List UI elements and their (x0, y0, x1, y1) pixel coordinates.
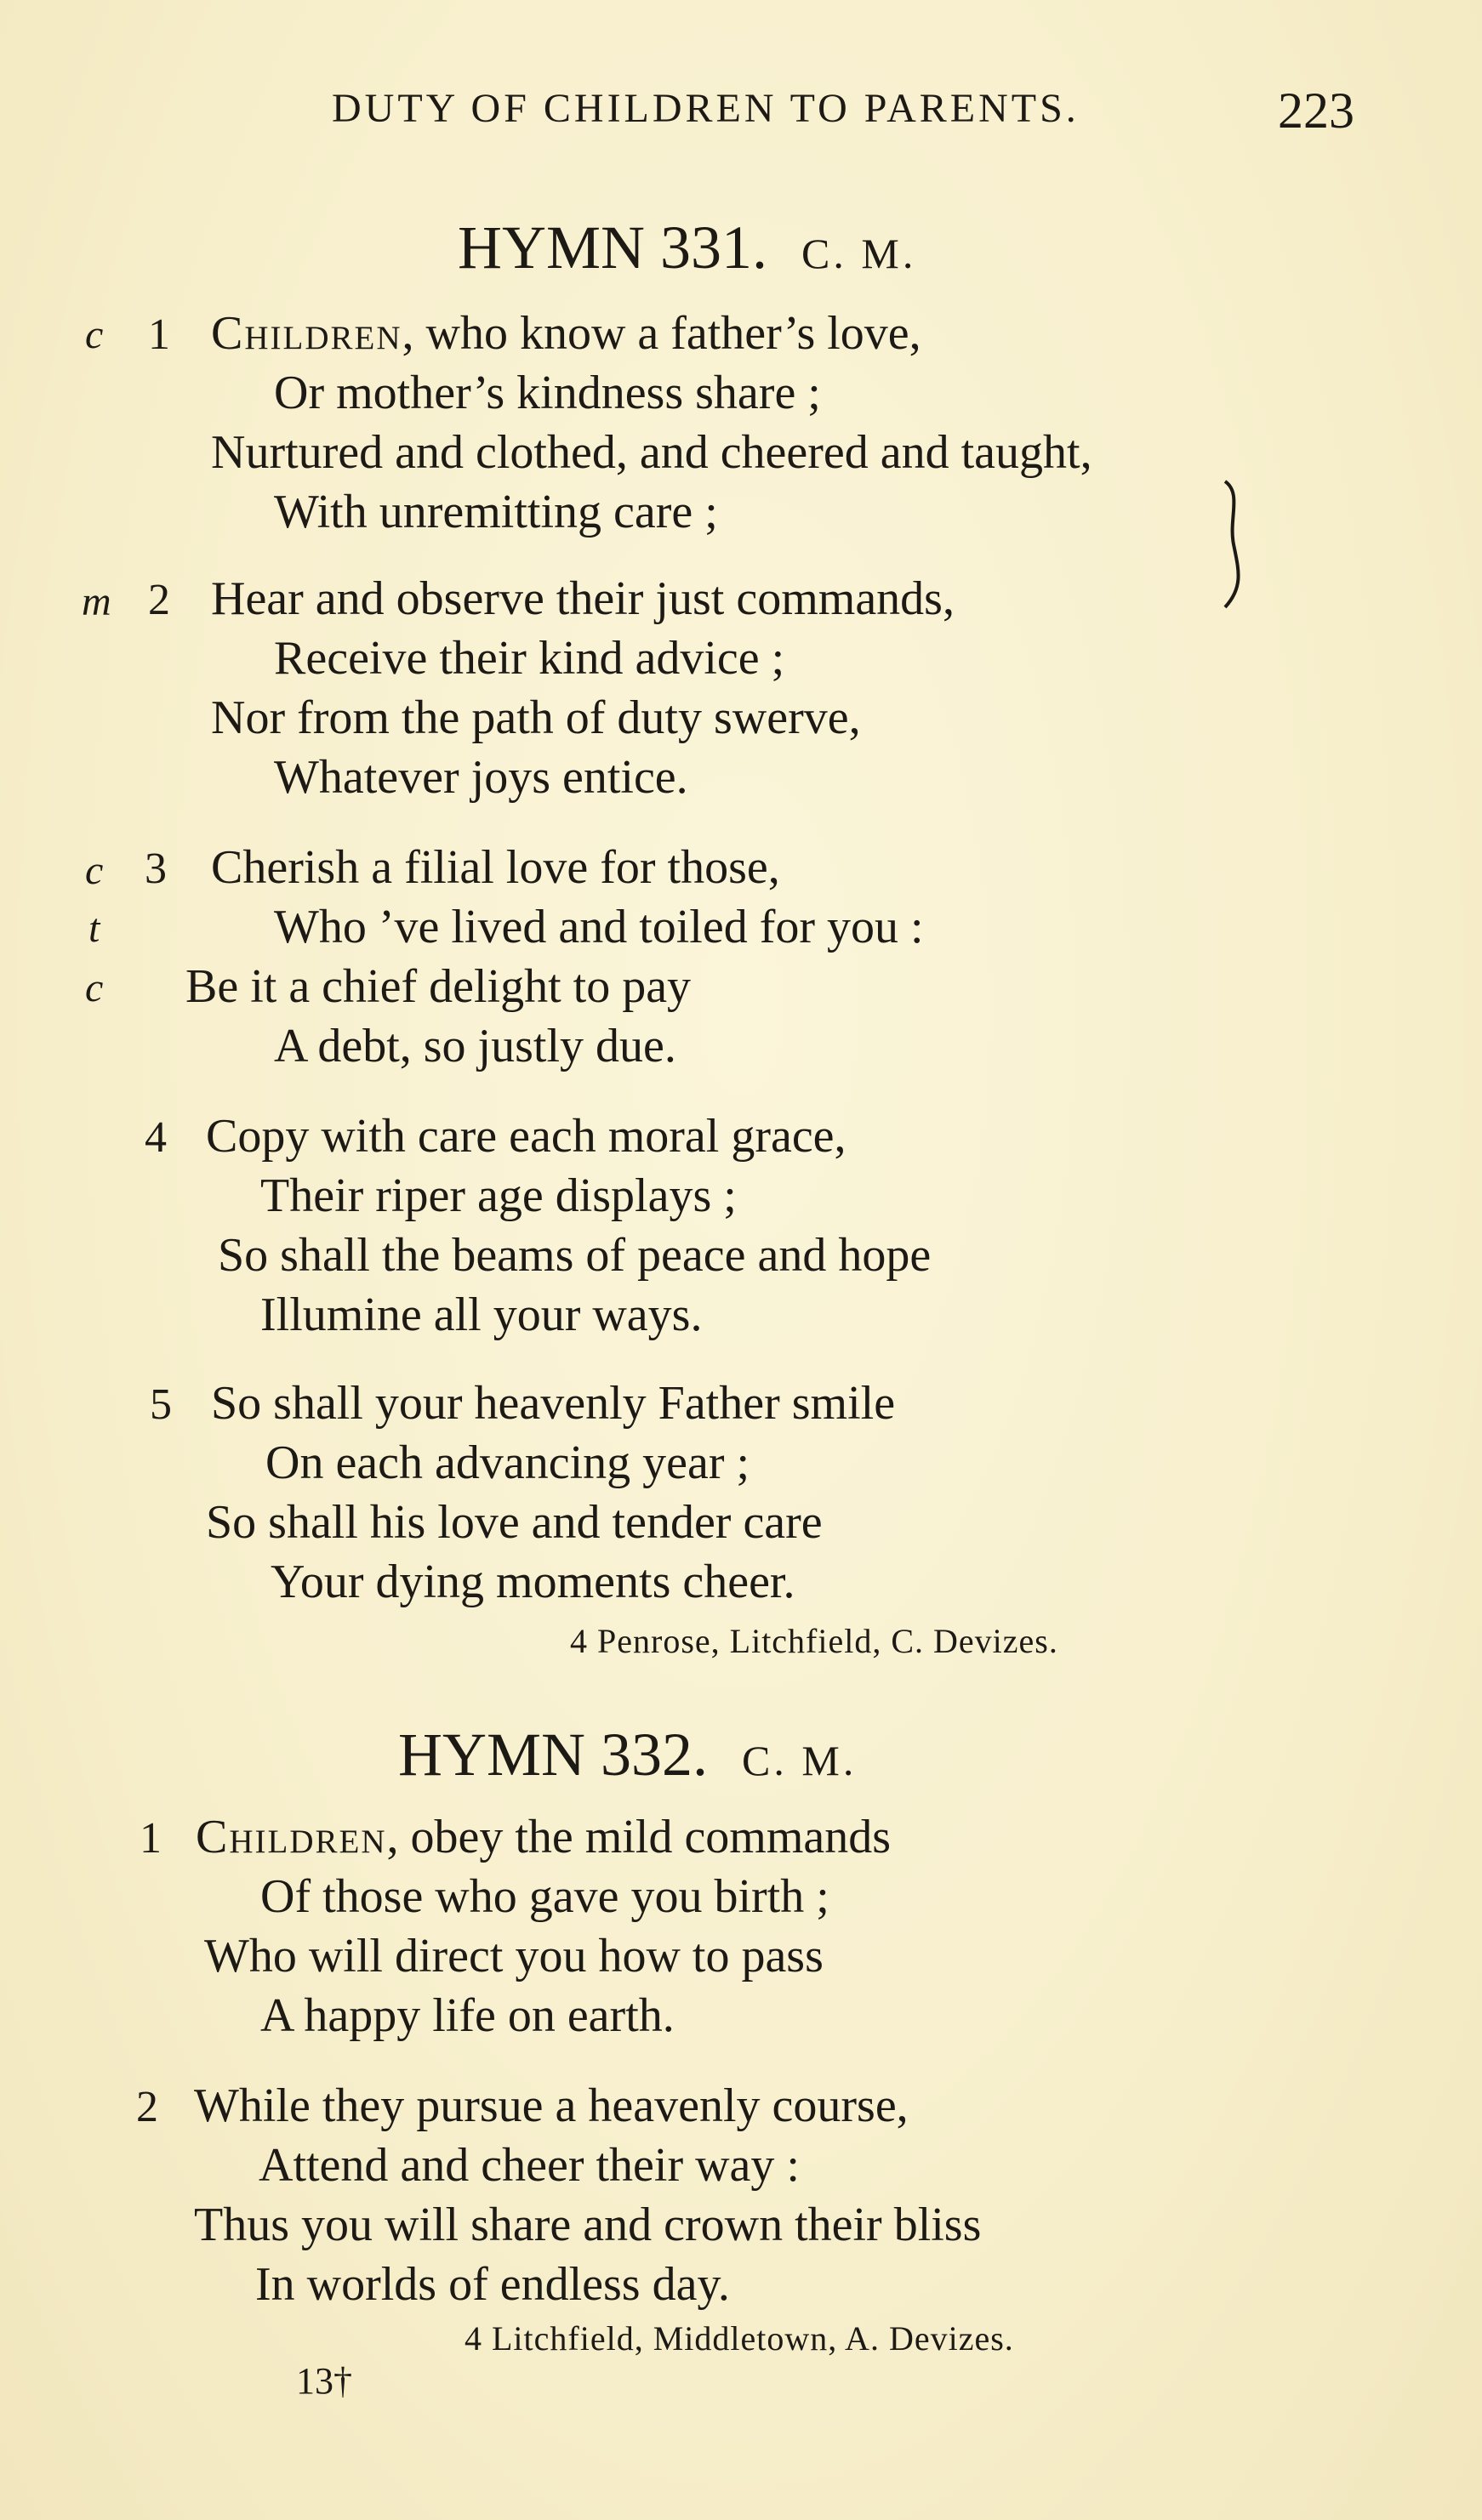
verse-line: A debt, so justly due. (274, 1020, 676, 1072)
verse-line: Copy with care each moral grace, (206, 1110, 846, 1163)
hymn-331-meter: C. M. (801, 230, 917, 277)
hymn-332-tunes: 4 Litchfield, Middletown, A. Devizes. (465, 2319, 1014, 2358)
hymn-332-meter: C. M. (742, 1737, 858, 1784)
first-word: Children (196, 1811, 387, 1863)
first-word: Children (211, 307, 402, 360)
verse-line: Whatever joys entice. (274, 751, 688, 804)
verse-line: Children, who know a father’s love, (211, 307, 921, 360)
verse-line: While they pursue a heavenly course, (194, 2079, 909, 2132)
brace-ornament (1218, 476, 1252, 612)
verse-line: Illumine all your ways. (260, 1288, 703, 1341)
stanza-number: 1 (148, 310, 170, 359)
verse-line: A happy life on earth. (260, 1989, 675, 2042)
verse-line: Attend and cheer their way : (259, 2139, 800, 2192)
verse-line: Thus you will share and crown their bliss (194, 2199, 982, 2251)
verse-line: Their riper age displays ; (260, 1169, 737, 1222)
dynamic-mark: m (82, 579, 111, 624)
verse-line: Your dying moments cheer. (271, 1556, 795, 1608)
stanza-number: 4 (145, 1113, 167, 1162)
verse-line: So shall his love and tender care (206, 1496, 823, 1549)
verse-line: On each advancing year ; (265, 1436, 750, 1489)
stanza-number: 3 (145, 845, 167, 893)
running-head: DUTY OF CHILDREN TO PARENTS. (332, 86, 1080, 131)
verse-line: Who ’ve lived and toiled for you : (274, 901, 924, 953)
verse-line: Cherish a filial love for those, (211, 841, 780, 894)
hymn-331-number: HYMN 331. (458, 213, 768, 282)
verse-line: Nurtured and clothed, and cheered and taught, (211, 426, 1092, 479)
verse-line: Nor from the path of duty swerve, (211, 691, 861, 744)
hymn-332-title (398, 1720, 857, 1790)
verse-line: Children, obey the mild commands (196, 1811, 892, 1863)
dynamic-mark: t (88, 906, 100, 951)
stanza-number: 2 (148, 576, 170, 624)
verse-line: Receive their kind advice ; (274, 632, 785, 685)
verse-line: With unremitting care ; (274, 486, 718, 538)
verse-line: Of those who gave you birth ; (260, 1870, 829, 1923)
stanza-number: 2 (136, 2083, 158, 2131)
verse-line: Be it a chief delight to pay (185, 960, 692, 1013)
dynamic-mark: c (85, 965, 104, 1010)
stanza-number: 1 (140, 1814, 162, 1863)
page-number: 223 (1278, 82, 1354, 139)
stanza-number: 5 (150, 1380, 172, 1429)
verse-line: So shall the beams of peace and hope (218, 1229, 932, 1282)
printer-signature: 13† (296, 2360, 352, 2402)
hymn-331-title (458, 213, 916, 283)
verse-line: In worlds of endless day. (255, 2258, 730, 2311)
dynamic-mark: c (85, 312, 104, 357)
verse-line: Hear and observe their just commands, (211, 572, 955, 625)
dynamic-mark: c (85, 848, 104, 893)
hymn-331-tunes: 4 Penrose, Litchfield, C. Devizes. (570, 1622, 1058, 1660)
hymn-332-number: HYMN 332. (398, 1721, 709, 1789)
verse-line: Who will direct you how to pass (204, 1930, 824, 1982)
verse-line: Or mother’s kindness share ; (274, 367, 821, 419)
verse-line: So shall your heavenly Father smile (211, 1377, 896, 1430)
